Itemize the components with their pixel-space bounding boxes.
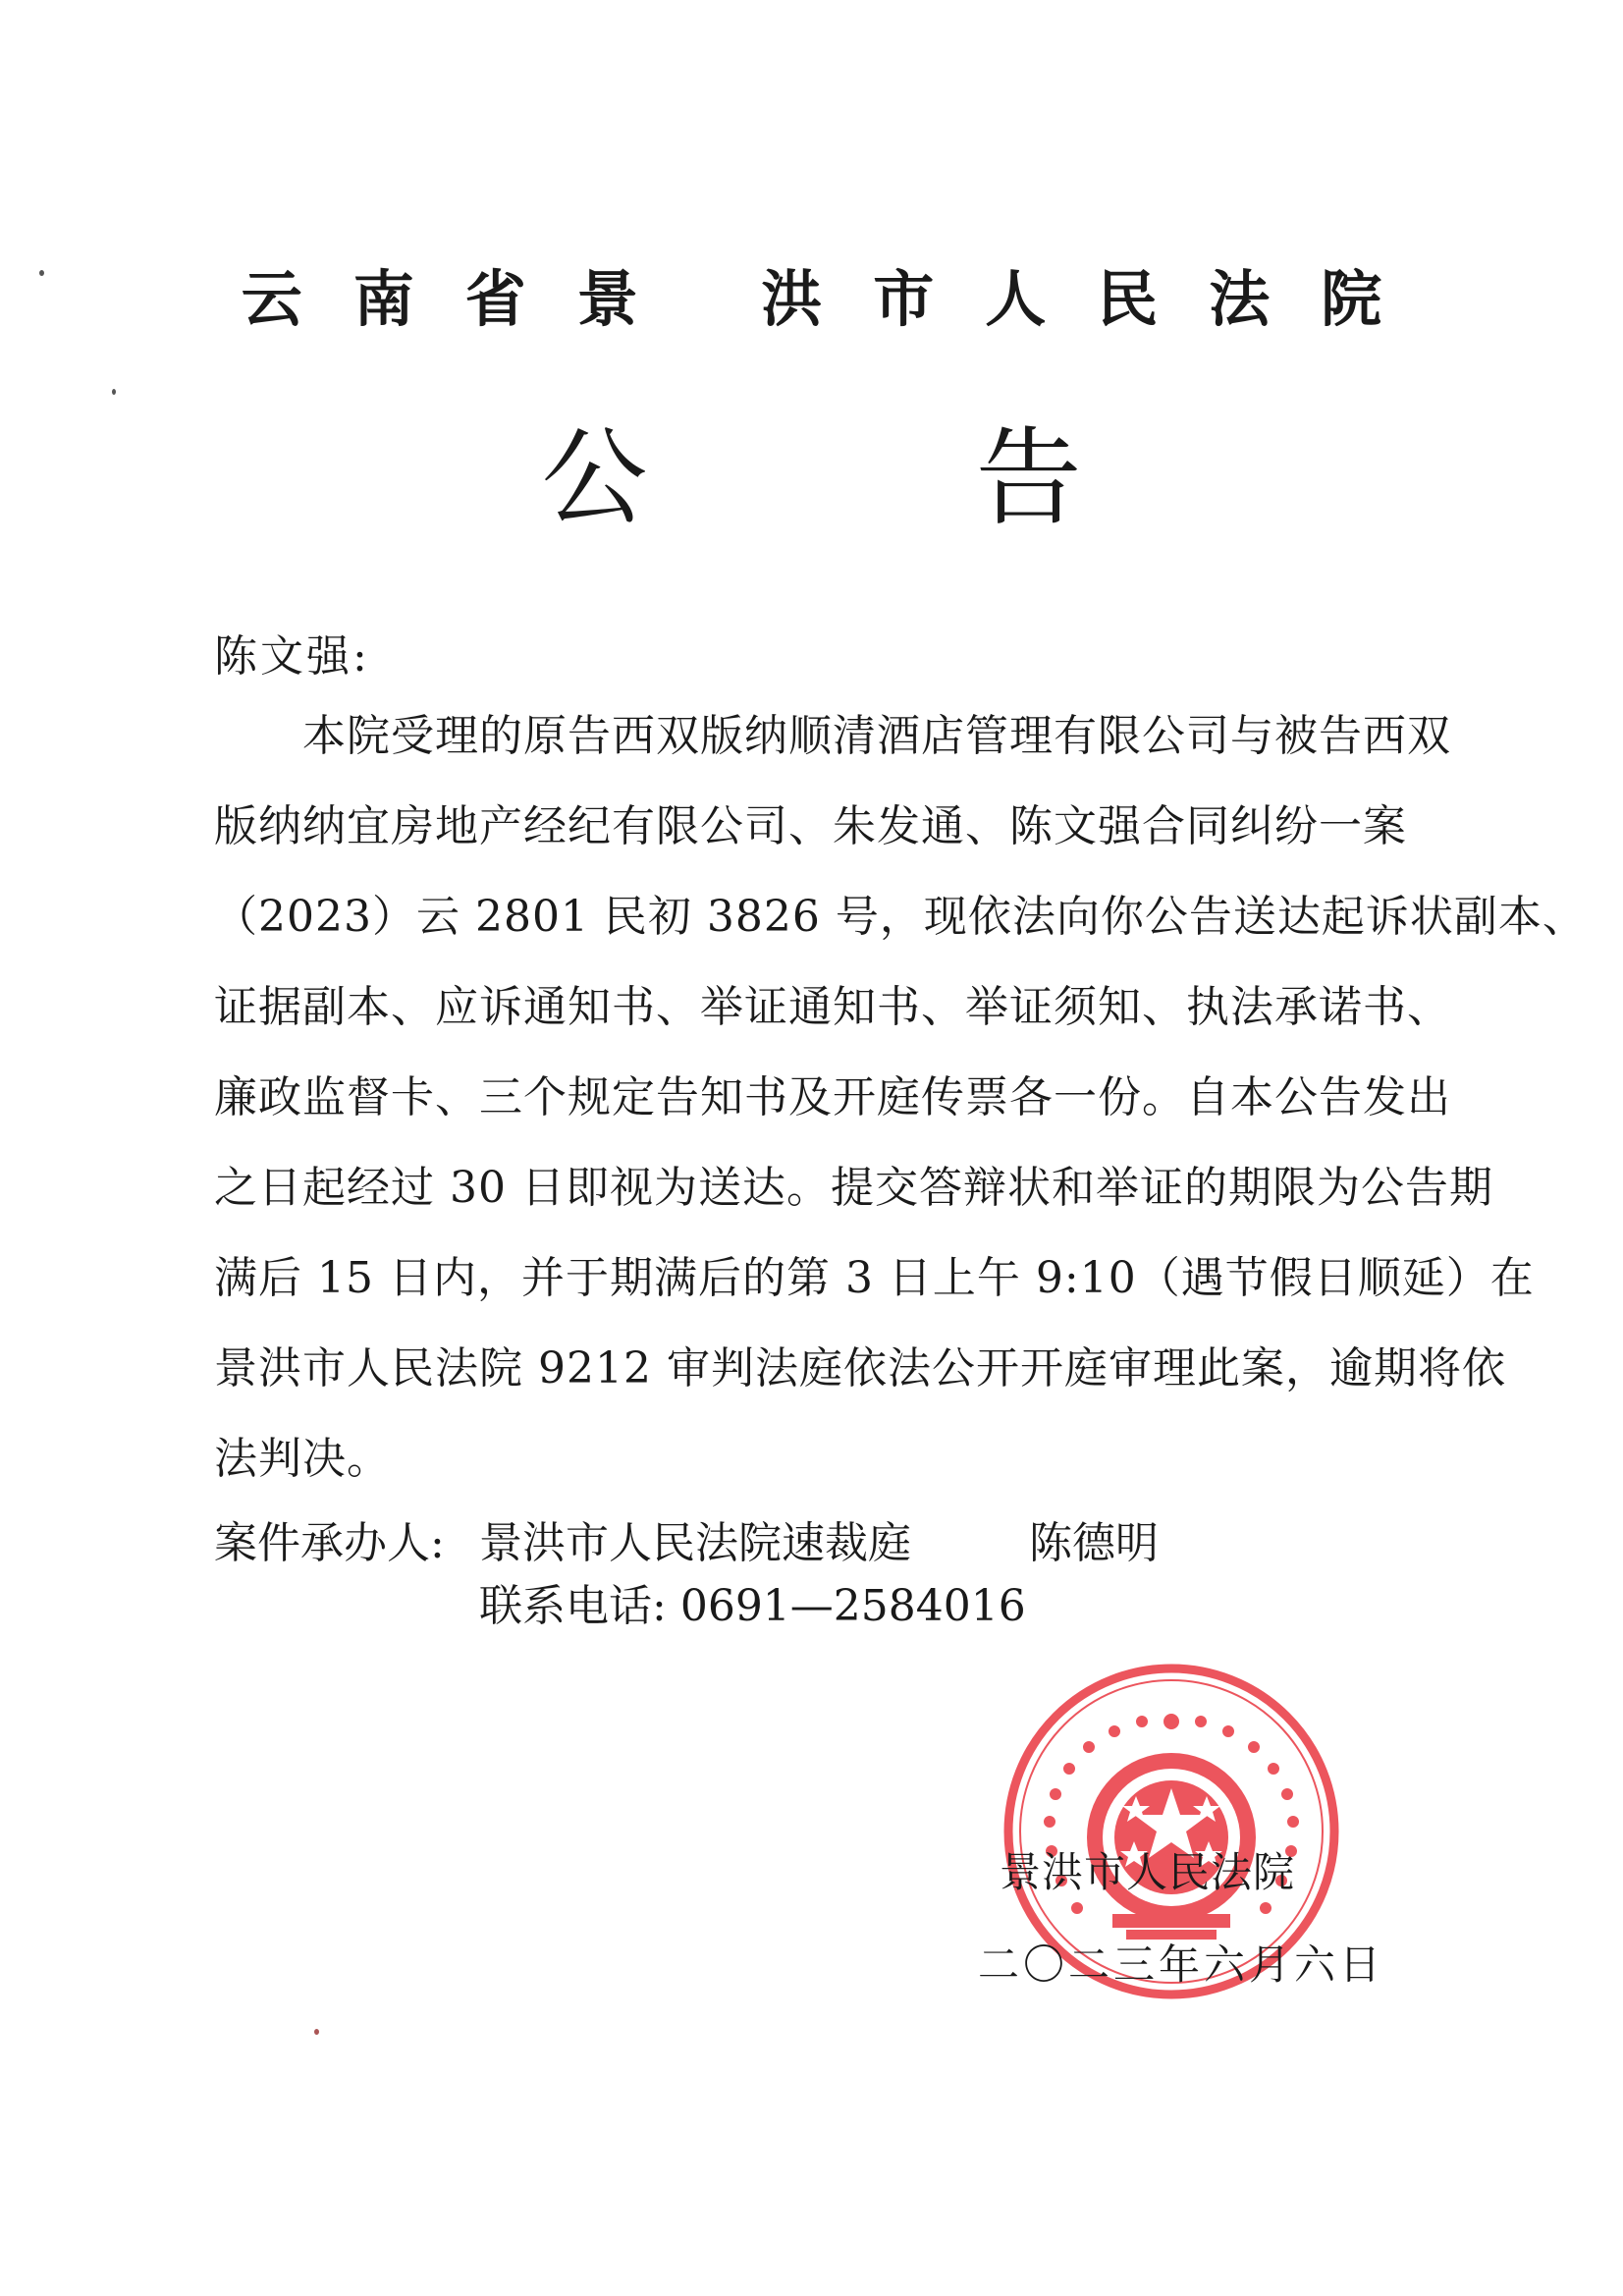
handler-department: 景洪市人民法院速裁庭 (479, 1518, 911, 1568)
phone-number: 0691—2584016 (679, 1581, 1026, 1631)
phone-label: 联系电话: (479, 1581, 667, 1631)
body-line: 法判决。 (214, 1434, 391, 1484)
court-name-heading: 云南省景 洪市人民法院 (241, 263, 1434, 335)
body-line: 证据副本、应诉通知书、举证通知书、举证须知、执法承诺书、 (214, 982, 1451, 1032)
scan-speck (314, 2029, 319, 2035)
notice-body (214, 691, 1587, 1504)
addressee: 陈文强: (214, 631, 370, 682)
signing-court: 景洪市人民法院 (1000, 1848, 1296, 1896)
body-line: （2023）云 2801 民初 3826 号，现依法向你公告送达起诉状副本、 (214, 892, 1587, 942)
handler-label: 案件承办人: (214, 1518, 445, 1568)
handler-person: 陈德明 (1029, 1518, 1159, 1568)
document-title: 公 告 (541, 417, 1229, 540)
phone-row (214, 1575, 1294, 1638)
body-line: 廉政监督卡、三个规定告知书及开庭传票各一份。自本公告发出 (214, 1072, 1451, 1122)
body-line: 之日起经过 30 日即视为送达。提交答辩状和举证的期限为公告期 (214, 1163, 1493, 1213)
handler-row (214, 1512, 1294, 1575)
body-line: 景洪市人民法院 9212 审判法庭依法公开开庭审理此案，逾期将依 (214, 1343, 1506, 1394)
body-line: 版纳纳宜房地产经纪有限公司、朱发通、陈文强合同纠纷一案 (214, 801, 1407, 851)
body-line: 本院受理的原告西双版纳顺清酒店管理有限公司与被告西双 (214, 711, 1451, 761)
signing-date: 二〇二三年六月六日 (978, 1941, 1385, 1989)
body-line: 满后 15 日内，并于期满后的第 3 日上午 9:10（遇节假日顺延）在 (214, 1253, 1535, 1303)
case-handler-block (214, 1512, 1294, 1638)
